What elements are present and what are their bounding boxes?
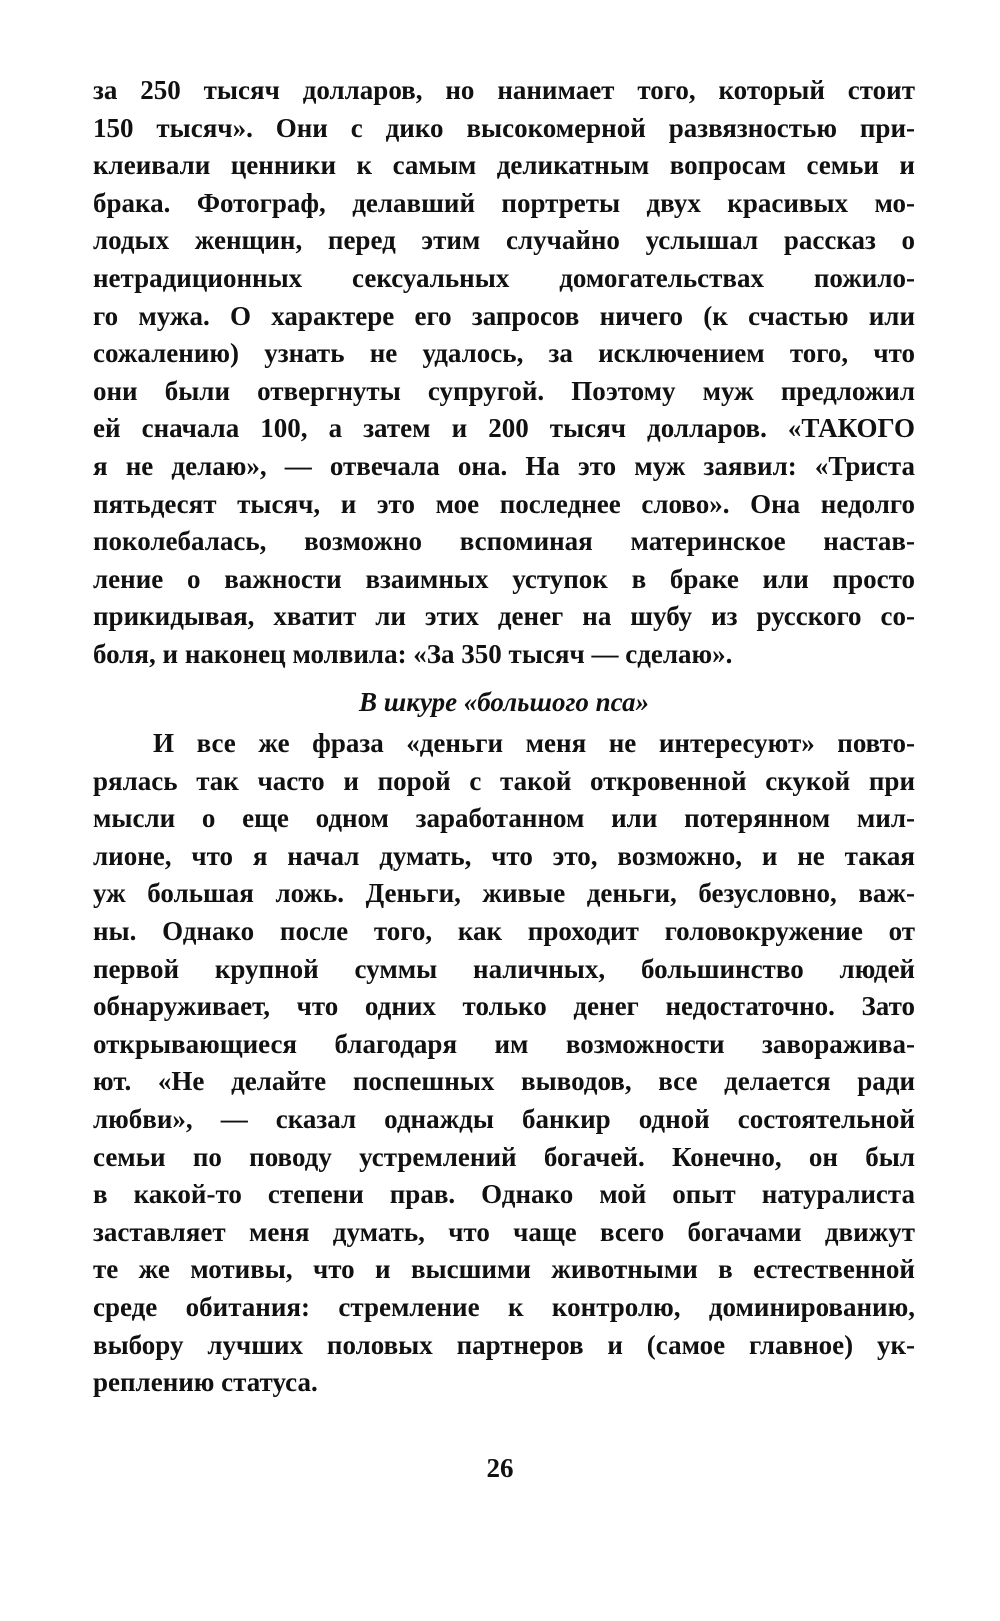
text-line: заставляет меня думать, что чаще всего богачами движут	[93, 1216, 915, 1247]
text-line: в какой-то степени прав. Однако мой опыт натуралиста	[93, 1179, 915, 1210]
text-line: брака. Фотограф, делавший портреты двух красивых мо-	[93, 187, 915, 218]
text-line: 150 тысяч». Они с дико высокомерной развязностью при-	[93, 112, 915, 143]
text-line: И все же фраза «деньги меня не интересуют» повто-	[153, 728, 915, 759]
text-line: боля, и наконец молвила: «За 350 тысяч — сделаю».	[93, 638, 733, 669]
text-line: ей сначала 100, а затем и 200 тысяч долларов. «ТАКОГО	[93, 413, 915, 444]
text-line: семьи по поводу устремлений богачей. Конечно, он был	[93, 1141, 915, 1172]
paragraph-1	[93, 72, 915, 674]
text-line: обнаруживает, что одних только денег недостаточно. Зато	[93, 991, 915, 1022]
text-line: прикидывая, хватит ли этих денег на шубу из русского со-	[93, 601, 915, 632]
page-number: 26	[486, 1453, 514, 1483]
text-line: рялась так часто и порой с такой откровенной скукой при	[93, 765, 915, 796]
text-line: они были отвергнуты супругой. Поэтому муж предложил	[93, 375, 915, 406]
paragraph-2	[93, 725, 915, 1402]
text-line: реплению статуса.	[93, 1367, 318, 1398]
text-line: выбору лучших половых партнеров и (самое главное) ук-	[93, 1329, 915, 1360]
text-line: открывающиеся благодаря им возможности завораживa-	[93, 1028, 915, 1059]
text-line: го мужа. О характере его запросов ничего (к счастью или	[93, 300, 915, 331]
text-line: любви», — сказал однажды банкир одной состоятельной	[93, 1104, 915, 1135]
text-line: поколебалась, возможно вспоминая материнское настав-	[93, 526, 915, 557]
text-line: ление о важности взаимных уступок в браке или просто	[93, 563, 915, 594]
text-line: я не делаю», — отвечала она. На это муж заявил: «Триста	[93, 450, 915, 481]
text-line: первой крупной суммы наличных, большинство людей	[93, 953, 915, 984]
text-line: среде обитания: стремление к контролю, доминированию,	[93, 1292, 915, 1322]
text-line: те же мотивы, что и высшими животными в естественной	[93, 1254, 915, 1285]
text-line: ют. «Не делайте поспешных выводов, все делается ради	[93, 1066, 915, 1097]
book-page-text	[93, 72, 915, 1402]
text-line: за 250 тысяч долларов, но нанимает того, который стоит	[93, 75, 915, 105]
text-line: пятьдесят тысяч, и это мое последнее слово». Она недолго	[93, 488, 915, 519]
text-line: лионе, что я начал думать, что это, возможно, и не такая	[93, 840, 915, 871]
text-line: нетрадиционных сексуальных домогательствах пожило-	[93, 262, 915, 293]
text-line: ны. Однако после того, как проходит головокружение от	[93, 916, 915, 947]
text-line: мысли о еще одном заработанном или потерянном мил-	[93, 803, 915, 834]
text-line: сожалению) узнать не удалось, за исключением того, что	[93, 338, 915, 369]
text-line: уж большая ложь. Деньги, живые деньги, безусловно, важ-	[93, 878, 915, 909]
section-heading: В шкуре «большого пса»	[359, 686, 649, 717]
text-line: лодых женщин, перед этим случайно услышал рассказ о	[93, 225, 915, 256]
text-line: клеивали ценники к самым деликатным вопросам семьи и	[93, 150, 915, 181]
